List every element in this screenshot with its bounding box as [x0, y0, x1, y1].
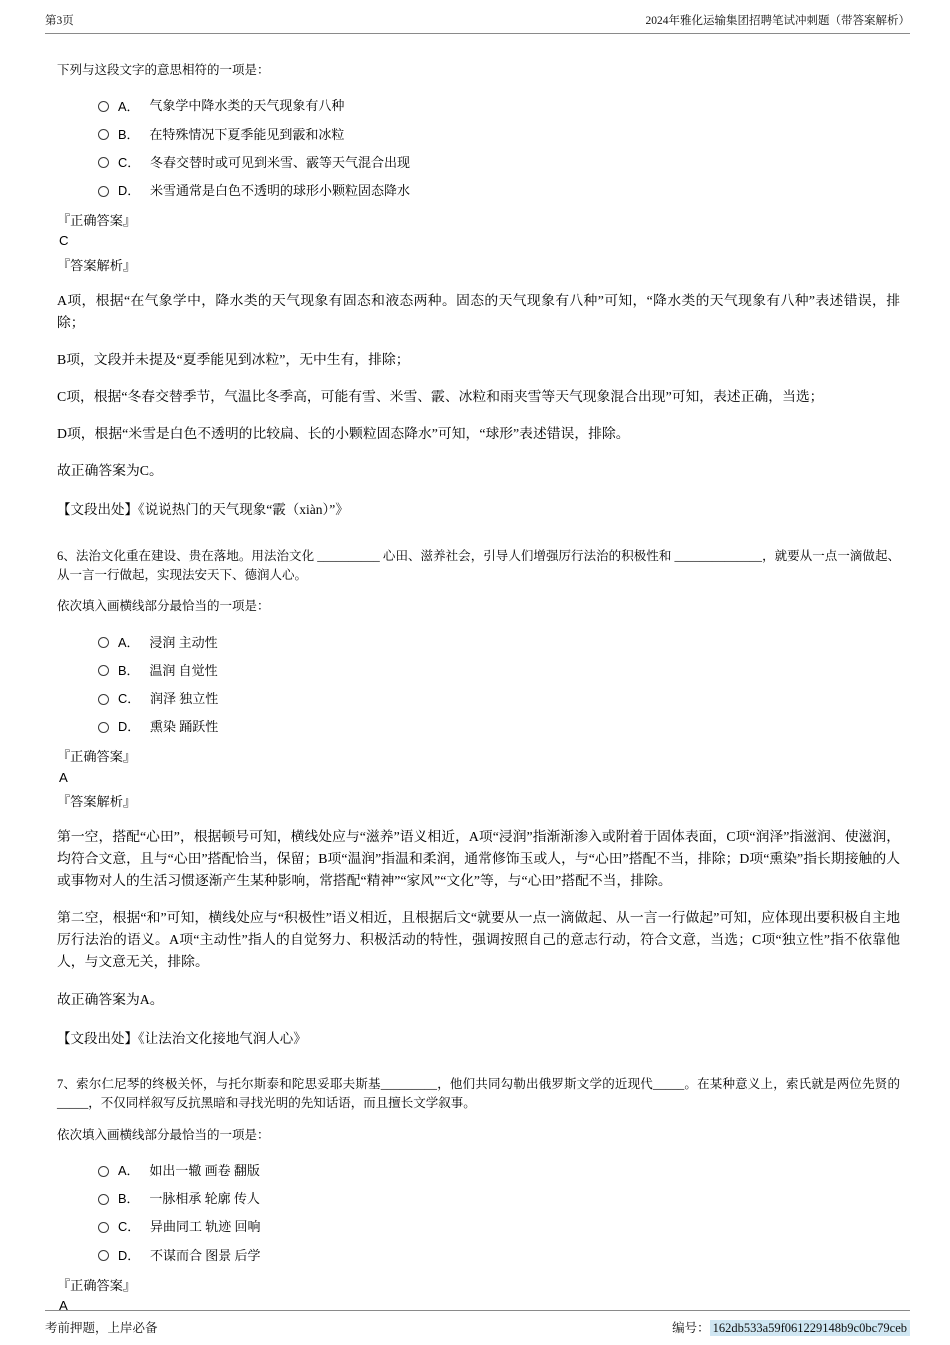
- option-text: 异曲同工 轨迹 回响: [150, 1219, 261, 1235]
- source-line: 【文段出处】《说说热门的天气现象“霰（xiàn）”》: [57, 502, 349, 518]
- radio-icon[interactable]: [98, 101, 109, 112]
- source-line: 【文段出处】《让法治文化接地气润人心》: [57, 1030, 307, 1046]
- radio-icon[interactable]: [98, 186, 109, 197]
- document-body: [45, 34, 910, 1310]
- option-row[interactable]: [57, 1213, 900, 1241]
- option-text: 气象学中降水类的天气现象有八种: [149, 98, 345, 114]
- option-text: 熏染 踊跃性: [150, 719, 219, 735]
- explanation-paragraph: B项，文段并未提及“夏季能见到冰粒”，无中生有，排除；: [57, 352, 410, 368]
- document-title: 2024年雅化运输集团招聘笔试冲刺题（带答案解析）: [645, 15, 910, 27]
- page-footer: [45, 1310, 910, 1345]
- option-text: 如出一辙 画卷 翻版: [149, 1162, 260, 1178]
- option-group: [57, 629, 900, 742]
- explanation-paragraph: C项，根据“冬春交替季节，气温比冬季高，可能有雪、米雪、霰、冰粒和雨夹雪等天气现象混合出现”可知，表述正确，当选；: [57, 389, 824, 405]
- option-group: [57, 1157, 900, 1270]
- explanation-paragraph: 故正确答案为C。: [57, 463, 163, 479]
- option-row[interactable]: [57, 121, 900, 149]
- radio-icon[interactable]: [98, 1194, 109, 1205]
- answer-value: A: [59, 769, 68, 785]
- option-row[interactable]: [57, 92, 900, 120]
- option-text: 浸润 主动性: [149, 634, 218, 650]
- radio-icon[interactable]: [98, 637, 109, 648]
- option-letter: D．: [118, 183, 141, 199]
- radio-icon[interactable]: [98, 1166, 109, 1177]
- option-letter: B．: [118, 662, 140, 678]
- question-stem: 7、索尔仁尼琴的终极关怀，与托尔斯泰和陀思妥耶夫斯基_________，他们共同勾勒出俄罗斯文学的近现代_____。在某种意义上，索氏就是两位先贤的_____，不仅同样叙写反抗黑暗和寻找光明的先知话语，而且擅长文学叙事。: [57, 1076, 900, 1111]
- answer-label: 『答案解析』: [57, 794, 137, 810]
- option-row[interactable]: [57, 1185, 900, 1213]
- option-row[interactable]: [57, 1242, 900, 1270]
- answer-value: A: [59, 1297, 68, 1310]
- explanation-paragraph: D项，根据“米雪是白色不透明的比较扁、长的小颗粒固态降水”可知，“球形”表述错误，排除。: [57, 426, 630, 442]
- option-text: 米雪通常是白色不透明的球形小颗粒固态降水: [150, 182, 411, 198]
- option-letter: B．: [118, 126, 140, 142]
- radio-icon[interactable]: [98, 1250, 109, 1261]
- option-text: 冬春交替时或可见到米雪、霰等天气混合出现: [150, 154, 411, 170]
- option-letter: A．: [118, 1163, 140, 1179]
- option-row[interactable]: [57, 629, 900, 657]
- option-row[interactable]: [57, 713, 900, 741]
- radio-icon[interactable]: [98, 722, 109, 733]
- doc-code: [672, 1318, 910, 1336]
- option-row[interactable]: [57, 177, 900, 205]
- doc-code-value: 162db533a59f061229148b9c0bc79ceb: [710, 1320, 910, 1336]
- option-text: 一脉相承 轮廓 传人: [149, 1191, 260, 1207]
- page-number: 第3页: [45, 15, 74, 27]
- radio-icon[interactable]: [98, 1222, 109, 1233]
- explanation-paragraph: 第一空，搭配“心田”，根据顿号可知，横线处应与“滋养”语义相近，A项“浸润”指渐渐渗入或附着于固体表面，C项“润泽”指滋润、使滋润，均符合文意，且与“心田”搭配恰当，保留；B项“温润”指温和柔润，通常修饰玉或人，与“心田”搭配不当，排除；D项“熏染”指长期接触的人或事物对人的生活习惯逐渐产生某种影响，常搭配“精神”“家风”“文化”等，与“心田”搭配不当，排除。: [57, 829, 900, 889]
- answer-label: 『正确答案』: [57, 749, 137, 765]
- option-letter: A．: [118, 634, 140, 650]
- explanation-paragraph: 第二空，根据“和”可知，横线处应与“积极性”语义相近，且根据后文“就要从一点一滴做起、从一言一行做起”可知，应体现出要积极自主地厉行法治的语义。A项“主动性”指人的自觉努力、积极活动的特性，强调按照自己的意志行动，符合文意，当选；C项“独立性”指不依靠他人，与文意无关，排除。: [57, 910, 900, 970]
- question-stem: 依次填入画横线部分最恰当的一项是：: [57, 1127, 270, 1142]
- option-letter: D．: [118, 1247, 141, 1263]
- radio-icon[interactable]: [98, 694, 109, 705]
- answer-label: 『正确答案』: [57, 213, 137, 229]
- option-letter: C．: [118, 1219, 141, 1235]
- option-row[interactable]: [57, 657, 900, 685]
- radio-icon[interactable]: [98, 665, 109, 676]
- explanation-paragraph: 故正确答案为A。: [57, 991, 164, 1007]
- question-stem: 下列与这段文字的意思相符的一项是：: [57, 63, 270, 77]
- option-letter: B．: [118, 1191, 140, 1207]
- option-text: 在特殊情况下夏季能见到霰和冰粒: [149, 126, 345, 142]
- option-letter: C．: [118, 691, 141, 707]
- option-row[interactable]: [57, 149, 900, 177]
- option-text: 温润 自觉性: [149, 662, 218, 678]
- answer-label: 『答案解析』: [57, 257, 137, 273]
- option-group: [57, 92, 900, 205]
- question-stem: 6、法治文化重在建设、贵在落地。用法治文化 __________ 心田、滋养社会，引导人们增强厉行法治的积极性和 ______________，就要从一点一滴做起、从一言一行做起，实现法安天下、德润人心。: [57, 548, 900, 582]
- option-letter: C．: [118, 154, 141, 170]
- answer-label: 『正确答案』: [57, 1277, 137, 1293]
- radio-icon[interactable]: [98, 129, 109, 140]
- page-header: [45, 12, 910, 34]
- radio-icon[interactable]: [98, 157, 109, 168]
- question-stem: 依次填入画横线部分最恰当的一项是：: [57, 599, 270, 614]
- option-letter: D．: [118, 719, 141, 735]
- footer-slogan: 考前押题，上岸必备: [45, 1321, 158, 1335]
- option-text: 润泽 独立性: [150, 691, 219, 707]
- option-row[interactable]: [57, 685, 900, 713]
- option-text: 不谋而合 图景 后学: [150, 1247, 261, 1263]
- answer-value: C: [59, 233, 69, 249]
- option-row[interactable]: [57, 1157, 900, 1185]
- doc-code-label: 编号：: [672, 1321, 710, 1335]
- explanation-paragraph: A项，根据“在气象学中，降水类的天气现象有固态和液态两种。固态的天气现象有八种”可知，“降水类的天气现象有八种”表述错误，排除；: [57, 292, 900, 330]
- option-letter: A．: [118, 98, 140, 114]
